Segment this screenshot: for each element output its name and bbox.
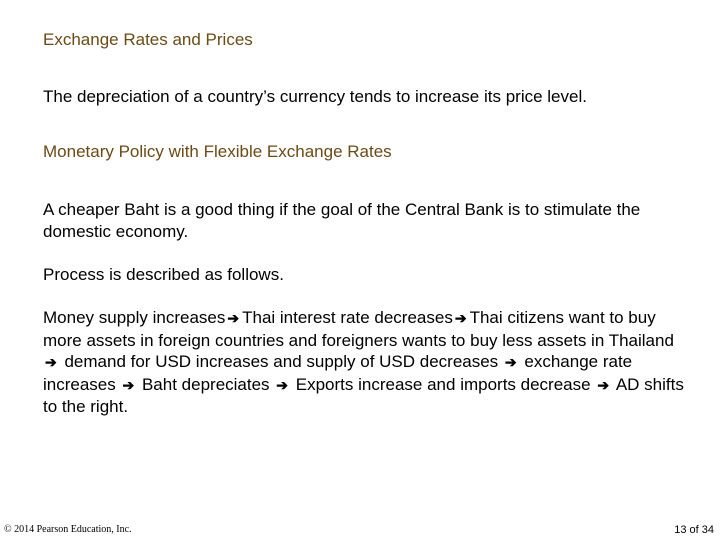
copyright-notice: © 2014 Pearson Education, Inc. [4, 524, 132, 535]
process-description [43, 307, 693, 418]
paragraph-cheaper-baht: A cheaper Baht is a good thing if the goal of the Central Bank is to stimulate the domestic economy. [43, 200, 641, 241]
process-step: demand for USD increases and supply of USD decreases [64, 352, 499, 371]
right-arrow-icon: ➔ [45, 354, 57, 370]
process-step: exchange rate increases [43, 352, 633, 394]
section-heading-exchange-rates: Exchange Rates and Prices [43, 30, 253, 49]
process-step: AD shifts to the right. [43, 374, 684, 416]
right-arrow-icon: ➔ [227, 310, 240, 326]
section-heading-monetary-policy: Monetary Policy with Flexible Exchange Rates [43, 142, 392, 161]
paragraph-depreciation: The depreciation of a country’s currency tends to increase its price level. [43, 87, 587, 106]
right-arrow-icon: ➔ [597, 376, 610, 393]
right-arrow-icon: ➔ [504, 354, 517, 370]
paragraph-process-intro: Process is described as follows. [43, 265, 284, 284]
process-step: Thai interest rate decreases [242, 308, 453, 327]
process-step: Thai citizens want to buy more assets in foreign countries and foreigners wants to buy less assets in Thailand [43, 308, 674, 350]
page-number: 13 of 34 [674, 524, 714, 536]
process-step: Money supply increases [43, 308, 226, 327]
right-arrow-icon: ➔ [454, 310, 467, 326]
process-step: Exports increase and imports decrease [295, 374, 591, 394]
right-arrow-icon: ➔ [276, 376, 289, 393]
process-step: Baht depreciates [141, 374, 270, 394]
right-arrow-icon: ➔ [122, 376, 135, 393]
